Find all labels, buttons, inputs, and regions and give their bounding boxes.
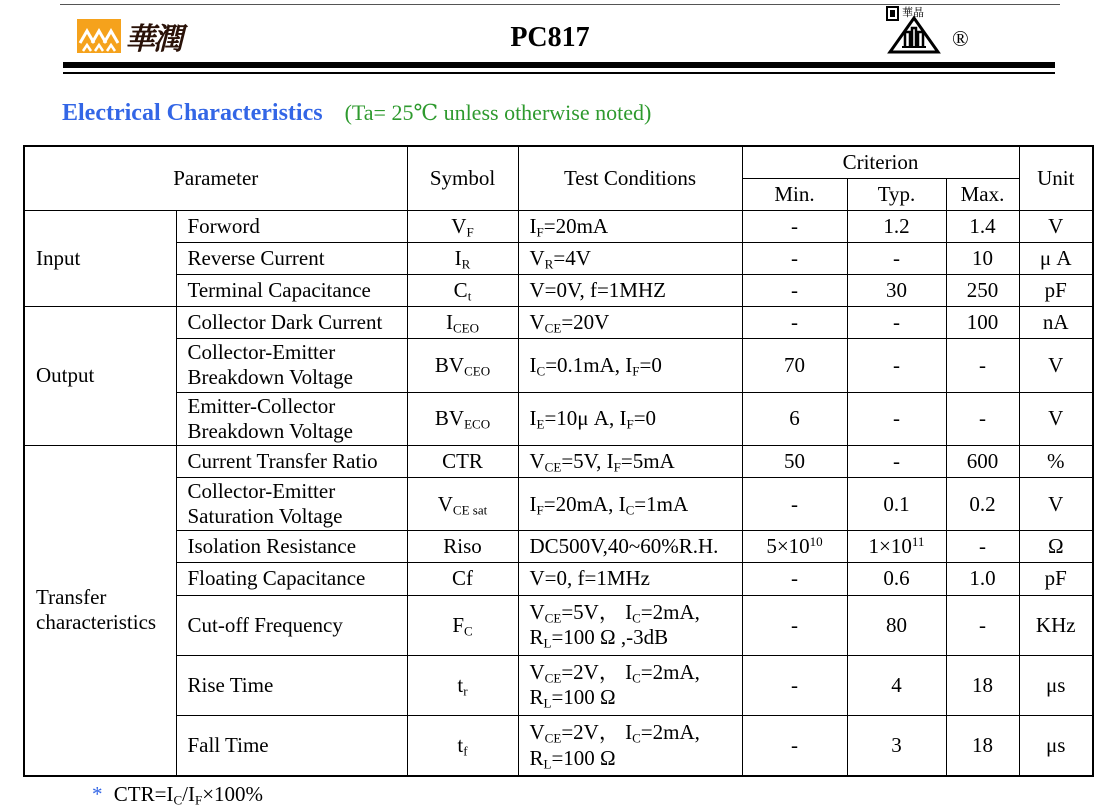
footnote-marker: * <box>92 782 103 806</box>
max-cell: 0.2 <box>946 477 1019 530</box>
col-header-symbol: Symbol <box>407 146 518 210</box>
table-row <box>24 477 1093 530</box>
condition-cell: $V_{CE}=5V$， $I_C=2mA$, $R_L=100$ Ω ,-3dB <box>518 595 742 655</box>
param-cell: Terminal Capacitance <box>176 275 407 307</box>
param-cell: Rise Time <box>176 655 407 715</box>
group-label-line-1: Transfer <box>36 585 107 610</box>
unit-cell: μs <box>1019 655 1093 715</box>
unit-cell: μs <box>1019 716 1093 776</box>
symbol-cell: $t_r$ <box>407 655 518 715</box>
min-cell: - <box>742 210 847 242</box>
param-cell: Reverse Current <box>176 242 407 274</box>
min-cell: - <box>742 716 847 776</box>
col-header-typ: Typ. <box>847 178 946 210</box>
col-header-test-conditions: Test Conditions <box>518 146 742 210</box>
typ-cell: - <box>847 242 946 274</box>
table-row <box>24 531 1093 563</box>
typ-cell: 1.2 <box>847 210 946 242</box>
unit-cell: KHz <box>1019 595 1093 655</box>
table-row <box>24 210 1093 242</box>
header-rule-thin <box>63 72 1055 74</box>
col-header-unit: Unit <box>1019 146 1093 210</box>
table-row <box>24 339 1093 392</box>
max-cell: 250 <box>946 275 1019 307</box>
unit-cell: Ω <box>1019 531 1093 563</box>
condition-cell: $V_{CE}=20V$ <box>518 307 742 339</box>
symbol-cell: Riso <box>407 531 518 563</box>
max-cell: 1.4 <box>946 210 1019 242</box>
symbol-cell: $F_C$ <box>407 595 518 655</box>
group-label-transfer <box>24 445 176 776</box>
table-row <box>24 655 1093 715</box>
max-cell: 100 <box>946 307 1019 339</box>
min-cell: - <box>742 242 847 274</box>
col-header-criterion: Criterion <box>742 146 1019 178</box>
footnote <box>92 782 263 807</box>
unit-cell: pF <box>1019 563 1093 595</box>
min-cell: 6 <box>742 392 847 445</box>
param-cell <box>176 477 407 530</box>
section-condition: (Ta= 25℃ unless otherwise noted) <box>344 100 652 125</box>
param-cell <box>176 339 407 392</box>
unit-cell: pF <box>1019 275 1093 307</box>
symbol-cell: $C_t$ <box>407 275 518 307</box>
max-cell: 18 <box>946 716 1019 776</box>
typ-cell: 30 <box>847 275 946 307</box>
cert-text: 華晶 <box>902 6 924 19</box>
unit-cell: V <box>1019 477 1093 530</box>
min-cell: - <box>742 275 847 307</box>
symbol-cell: $V_{CE sat}$ <box>407 477 518 530</box>
table-row <box>24 716 1093 776</box>
max-cell: - <box>946 392 1019 445</box>
table-row <box>24 563 1093 595</box>
param-line-1: Collector-Emitter <box>187 340 336 365</box>
header-row-1 <box>24 146 1093 178</box>
condition-cell: $V_R=4V$ <box>518 242 742 274</box>
unit-cell: V <box>1019 339 1093 392</box>
section-title: Electrical Characteristics <box>62 100 323 126</box>
condition-cell: $I_F=20mA$ <box>518 210 742 242</box>
typ-cell: - <box>847 445 946 477</box>
param-cell: Forword <box>176 210 407 242</box>
group-label-output: Output <box>24 307 176 446</box>
condition-cell: $V_{CE}=5V$, $I_F=5mA$ <box>518 445 742 477</box>
group-label-input: Input <box>24 210 176 306</box>
condition-cell: $V_{CE}=2V$， $I_C=2mA$, $R_L=100$ Ω <box>518 716 742 776</box>
symbol-cell: $BV_{ECO}$ <box>407 392 518 445</box>
unit-cell: nA <box>1019 307 1093 339</box>
typ-cell: $1\times 10^{11}$ <box>847 531 946 563</box>
max-cell: - <box>946 339 1019 392</box>
footnote-text: $CTR=I_C/I_F\times 100\%$ <box>113 782 264 808</box>
param-cell: Isolation Resistance <box>176 531 407 563</box>
min-cell: - <box>742 563 847 595</box>
group-label-line-2: characteristics <box>36 610 157 635</box>
max-cell: 18 <box>946 655 1019 715</box>
unit-cell: V <box>1019 210 1093 242</box>
condition-cell: $I_C=0.1mA$, $I_F=0$ <box>518 339 742 392</box>
table-row <box>24 595 1093 655</box>
symbol-cell: $t_f$ <box>407 716 518 776</box>
param-cell: Collector Dark Current <box>176 307 407 339</box>
symbol-cell: $V_F$ <box>407 210 518 242</box>
param-cell: Fall Time <box>176 716 407 776</box>
unit-cell: V <box>1019 392 1093 445</box>
table-row <box>24 242 1093 274</box>
table-row <box>24 307 1093 339</box>
param-cell: Current Transfer Ratio <box>176 445 407 477</box>
section-heading <box>62 100 651 127</box>
param-line-2: Saturation Voltage <box>187 504 343 529</box>
electrical-characteristics-table <box>23 145 1094 777</box>
col-header-max: Max. <box>946 178 1019 210</box>
condition-cell: V=0V, f=1MHZ <box>518 275 742 307</box>
typ-cell: 0.1 <box>847 477 946 530</box>
max-cell: 1.0 <box>946 563 1019 595</box>
param-cell: Cut-off Frequency <box>176 595 407 655</box>
typ-cell: 4 <box>847 655 946 715</box>
table-row <box>24 275 1093 307</box>
min-cell: - <box>742 655 847 715</box>
condition-cell: DC500V,40~60%R.H. <box>518 531 742 563</box>
param-line-1: Emitter-Collector <box>187 393 336 418</box>
symbol-cell: $I_R$ <box>407 242 518 274</box>
typ-cell: 80 <box>847 595 946 655</box>
max-cell: - <box>946 595 1019 655</box>
min-cell: 50 <box>742 445 847 477</box>
condition-cell: $V_{CE}=2V$， $I_C=2mA$, $R_L=100$ Ω <box>518 655 742 715</box>
param-line-2: Breakdown Voltage <box>187 418 353 443</box>
col-header-min: Min. <box>742 178 847 210</box>
max-cell: 600 <box>946 445 1019 477</box>
col-header-parameter: Parameter <box>24 146 407 210</box>
min-cell: - <box>742 307 847 339</box>
registered-mark: ® <box>952 26 969 51</box>
header-rule-thick <box>63 62 1055 68</box>
max-cell: 10 <box>946 242 1019 274</box>
certification-logo <box>884 6 944 54</box>
min-cell: - <box>742 477 847 530</box>
symbol-cell: CTR <box>407 445 518 477</box>
typ-cell: - <box>847 392 946 445</box>
param-cell <box>176 392 407 445</box>
typ-cell: - <box>847 307 946 339</box>
logo-text: 華潤 <box>125 22 181 57</box>
param-line-2: Breakdown Voltage <box>187 365 353 390</box>
symbol-cell: $I_{CEO}$ <box>407 307 518 339</box>
symbol-cell: Cf <box>407 563 518 595</box>
document-title: PC817 <box>510 22 590 53</box>
min-cell: - <box>742 595 847 655</box>
min-cell: 70 <box>742 339 847 392</box>
min-cell: $5\times 10^{10}$ <box>742 531 847 563</box>
param-line-1: Collector-Emitter <box>187 478 336 503</box>
unit-cell: μ A <box>1019 242 1093 274</box>
table-row <box>24 392 1093 445</box>
param-cell: Floating Capacitance <box>176 563 407 595</box>
condition-cell: $I_F=20mA$, $I_C=1mA$ <box>518 477 742 530</box>
condition-cell: $I_E=10\mu$ A, $I_F=0$ <box>518 392 742 445</box>
unit-cell: % <box>1019 445 1093 477</box>
condition-cell: V=0, f=1MHz <box>518 563 742 595</box>
typ-cell: - <box>847 339 946 392</box>
table-row <box>24 445 1093 477</box>
typ-cell: 0.6 <box>847 563 946 595</box>
typ-cell: 3 <box>847 716 946 776</box>
max-cell: - <box>946 531 1019 563</box>
symbol-cell: $BV_{CEO}$ <box>407 339 518 392</box>
